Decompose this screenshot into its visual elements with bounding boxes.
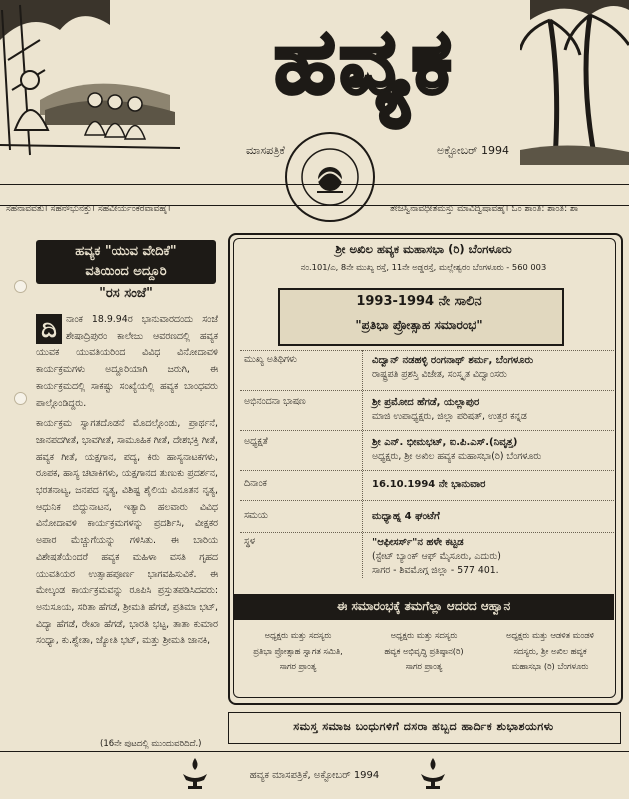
row-label: ದಿನಾಂಕ bbox=[244, 478, 267, 489]
host-line: ಸದಸ್ಯರು, ಶ್ರೀ ಅಖಿಲ ಹವ್ಯಕ bbox=[513, 645, 587, 656]
motto-left: ಸಹನಾವವತು। ಸಹನೌಭುನಕ್ತು। ಸಹವೀರ್ಯಂಕರವಾವಹೈ। bbox=[6, 204, 171, 214]
punch-hole bbox=[14, 392, 27, 405]
row-label: ಸ್ಥಳ bbox=[244, 536, 255, 547]
mahasabha-logo bbox=[285, 132, 375, 222]
heading-line-2: ವತಿಯಿಂದ ಅದ್ದೂರಿ bbox=[85, 264, 167, 279]
row-value: ಮಧ್ಯಾಹ್ನ 4 ಘಂಟೆಗೆ bbox=[372, 511, 440, 522]
dasara-greeting: ಸಮಸ್ತ ಸಮಾಜ ಬಂಧುಗಳಿಗೆ ದಸರಾ ಹಬ್ಬದ ಹಾರ್ದಿಕ ಶುಭಾಶಯಗಳು bbox=[293, 720, 554, 733]
organisation-name: ಶ್ರೀ ಅಖಿಲ ಹವ್ಯಕ ಮಹಾಸಭಾ (ರಿ) ಬೆಂಗಳೂರು bbox=[335, 242, 512, 256]
article-body bbox=[36, 312, 218, 654]
host-line: ಮಹಾಸಭಾ (ರಿ) ಬೆಂಗಳೂರು bbox=[511, 661, 589, 671]
row-divider bbox=[240, 532, 614, 533]
row-divider bbox=[240, 500, 614, 501]
oil-lamp-icon bbox=[418, 756, 448, 790]
monthly-label: ಮಾಸಪತ್ರಿಕೆ bbox=[246, 144, 285, 157]
invitation-text: ಈ ಸಮಾರಂಭಕ್ಕೆ ತಮಗೆಲ್ಲಾ ಆದರದ ಆಹ್ವಾನ bbox=[336, 599, 511, 613]
event-year: 1993-1994 ನೇ ಸಾಲಿನ bbox=[356, 294, 482, 309]
row-label: ಮುಖ್ಯ ಅತಿಥಿಗಳು bbox=[244, 354, 297, 365]
motto-bar bbox=[0, 184, 629, 206]
dropcap: ದಿ bbox=[36, 314, 62, 344]
host-line: ಹವ್ಯಕ ಅಭಿವೃದ್ಧಿ ಪ್ರತಿಷ್ಠಾನ(ರಿ) bbox=[384, 645, 464, 656]
article-heading bbox=[36, 240, 216, 308]
continued-note: (16ನೇ ಪುಟದಲ್ಲಿ ಮುಂದುವರಿದಿದೆ.) bbox=[100, 739, 202, 749]
row-divider bbox=[240, 350, 614, 351]
row-chief-guest bbox=[240, 352, 610, 380]
row-value: "ಆಫೀಸರ್ಸ್"ನ ಹಳೇ ಕಟ್ಟಡ (ಸ್ಟೇಟ್ ಬ್ಯಾಂಕ್ ಆಫ್ ಮೈಸೂರು, ಎದುರು) ಸಾಗರ - ಶಿವಮೊಗ್ಗ ಜಿಲ್ಲಾ - 577 401. bbox=[372, 537, 501, 576]
row-value: ಶ್ರೀ ಎನ್. ಭೀಮಭಟ್, ಐ.ಪಿ.ಎಸ್.(ನಿವೃತ್ತ) ಅಧ್ಯಕ್ಷರು, ಶ್ರೀ ಅಖಿಲ ಹವ್ಯಕ ಮಹಾಸಭಾ(ರಿ) ಬೆಂಗಳೂರು bbox=[372, 437, 542, 462]
host-line: ಅಧ್ಯಕ್ಷರು ಮತ್ತು ಸದಸ್ಯರು bbox=[390, 630, 458, 640]
row-label: ಅಧ್ಯಕ್ಷತೆ bbox=[244, 436, 268, 447]
guru-shishya-illustration bbox=[0, 0, 180, 160]
row-label: ಅಭಿನಂದನಾ ಭಾಷಣ bbox=[244, 396, 306, 407]
heading-line-1: ಹವ್ಯಕ "ಯುವ ವೇದಿಕೆ" bbox=[75, 244, 177, 259]
paragraph-1: ನಾಂಕ 18.9.94ರ ಭಾನುವಾರದಂದು ಸಂಜೆ ಶೇಷಾದ್ರಿಪುರಂ ಕಾಲೇಜು ಆವರಣದಲ್ಲಿ ಹವ್ಯಕ ಯುವಕ ಯುವತಿಯರಿಂದ ವಿವಿಧ ವಿನೋದಾವಳಿ ಕಾರ್ಯಕ್ರಮಗಳು ಅದ್ದೂರಿಯಾಗಿ ಜರುಗಿ, ಈ ಕಾರ್ಯಕ್ರಮದಲ್ಲಿ ಸಾಕಷ್ಟು ಸಂಖ್ಯೆಯಲ್ಲಿ ಹವ್ಯಕ ಬಾಂಧವರು ಪಾಲ್ಗೊಂಡಿದ್ದರು. bbox=[36, 314, 218, 409]
host-line: ಸಾಗರ ಪ್ರಾಂತ್ಯ bbox=[279, 661, 317, 671]
heading-line-3: "ರಸ ಸಂಜೆ" bbox=[99, 286, 153, 301]
footer-text: ಹವ್ಯಕ ಮಾಸಪತ್ರಿಕೆ, ಅಕ್ಟೋಬರ್ 1994 bbox=[249, 770, 380, 781]
masthead bbox=[0, 0, 629, 205]
event-name: "ಪ್ರತಿಭಾ ಪ್ರೋತ್ಸಾಹ ಸಮಾರಂಭ" bbox=[355, 318, 483, 332]
magazine-title: ಹವ್ಯಕ bbox=[274, 10, 456, 113]
row-divider bbox=[240, 390, 614, 391]
row-divider bbox=[240, 470, 614, 471]
lotus-emblem-icon bbox=[287, 134, 373, 220]
row-value: ಶ್ರೀ ಪ್ರಮೋದ ಹೆಗಡೆ, ಯಲ್ಲಾಪುರ ಮಾಜಿ ಉಪಾಧ್ಯಕ್ಷರು, ಜಿಲ್ಲಾ ಪರಿಷತ್, ಉತ್ತರ ಕನ್ನಡ bbox=[372, 397, 527, 422]
row-label: ಸಮಯ bbox=[244, 510, 268, 521]
row-presidency bbox=[240, 434, 610, 462]
host-line: ಅಧ್ಯಕ್ಷರು ಮತ್ತು ಆಡಳಿತ ಮಂಡಳಿ bbox=[505, 630, 595, 640]
row-divider bbox=[240, 430, 614, 431]
host-line: ಅಧ್ಯಕ್ಷರು ಮತ್ತು ಸದಸ್ಯರು bbox=[264, 630, 332, 640]
row-venue bbox=[240, 534, 610, 584]
host-column-3 bbox=[488, 628, 612, 675]
row-value: 16.10.1994 ನೇ ಭಾನುವಾರ bbox=[372, 479, 486, 490]
host-column-1 bbox=[236, 628, 360, 675]
issue-date: ಅಕ್ಟೋಬರ್ 1994 bbox=[437, 144, 509, 157]
footer-rule bbox=[0, 751, 629, 752]
row-value: ವಿದ್ವಾನ್ ನಡಹಳ್ಳಿ ರಂಗನಾಥ್ ಶರ್ಮ, ಬೆಂಗಳೂರು ರಾಷ್ಟ್ರಪತಿ ಪ್ರಶಸ್ತಿ ವಿಜೇತ, ಸಂಸ್ಕೃತ ವಿದ್ವಾಂಸರು bbox=[372, 355, 534, 380]
host-line: ಪ್ರತಿಭಾ ಪ್ರೋತ್ಸಾಹ ಸ್ವಾಗತ ಸಮಿತಿ, bbox=[253, 645, 343, 656]
paragraph-2: ಕಾರ್ಯಕ್ರಮ ಸ್ವಾಗತದೊಡನೆ ಮೊದಲ್ಗೊಂಡು, ಪ್ರಾರ್ಥನೆ, ಜಾನಪದಗೀತೆ, ಭಾವಗೀತೆ, ಸಾಮೂಹಿಕ ಗೀತೆ, ದೇಶಭಕ್ತಿ ಗೀತೆ, ಹವ್ಯಕ ಗೀತೆ, ಯಕ್ಷಗಾನ, ಪದ್ಯ, ಕಿರು ಹಾಸ್ಯನಾಟಕಗಳು, ರೂಪಕ, ಹಾಸ್ಯ ಚಟಾಕಿಗಳು, ಯಕ್ಷಗಾನದ ತುಣುಕು ಪ್ರದರ್ಶನ, ಭರತನಾಟ್ಯ, ಜನಪದ ನೃತ್ಯ, ವಿಶಿಷ್ಟ ಶೈಲಿಯ ವಿನೂತನ ನೃತ್ಯ, ಆಧುನಿಕ ಬಿದ್ದುನಾಟನ, ಇತ್ಯಾದಿ ಹಲವಾರು ವಿವಿಧ ವಿನೋದಾವಳಿ ಕಾರ್ಯಕ್ರಮಗಳನ್ನು ಪ್ರದರ್ಶಿಸಿ, ವೀಕ್ಷಕರ ಅಪಾರ ಮೆಚ್ಚುಗೆಯನ್ನು ಗಳಿಸಿತು. ಈ ಬಾರಿಯ ವಿಶೇಷತೆಯೆಂದರೆ ಹವ್ಯಕ ಮಹಿಳಾ ವಸತಿ ಗೃಹದ ಯುವತಿಯರ ಉತ್ಸಾಹಪೂರ್ಣ ಭಾಗವಹಿಸುವಿಕೆ. ಈ ಮೇಲ್ಕಂಡ ಕಾರ್ಯಕ್ರಮವನ್ನು ರೂಪಿಸಿ ಪ್ರಸ್ತುತಪಡಿಸಿದವರು: ಅನುಸೂಯ, ಸರಿತಾ ಹೆಗಡೆ, ಶ್ರೀಮತಿ ಹೆಗಡೆ, ಪ್ರತಿಮಾ ಭಟ್, ವಿದ್ಯಾ ಹೆಗಡೆ, ರೇಖಾ ಹೆಗಡೆ, ಭಾರತಿ ಭಟ್ಟ, ತಾತಾ ಕುಮಾರ ಸಂಧ್ಯಾ, ಕು.ಶ್ವೇತಾ, ಜ್ಯೋತಿ ಭಟ್, ಮತ್ತು ಶ್ರೀಮತಿ ಜಾನಕಿ, bbox=[36, 418, 218, 647]
host-column-2 bbox=[362, 628, 486, 675]
host-line: ಸಾಗರ ಪ್ರಾಂತ್ಯ bbox=[405, 661, 443, 671]
organisation-address: ನಂ.101/ಎ, 8ನೇ ಮುಖ್ಯ ರಸ್ತೆ, 11ನೇ ಅಡ್ಡರಸ್ತೆ, ಮಲ್ಲೇಶ್ವರಂ ಬೆಂಗಳೂರು - 560 003 bbox=[300, 262, 547, 272]
row-felicitation-speech bbox=[240, 394, 610, 422]
coconut-trees-illustration bbox=[520, 0, 629, 165]
motto-right: ತೇಜಸ್ವಿನಾವಧೀತಮಸ್ತು ಮಾವಿದ್ವಿಷಾವಹೈ। ಓಂ ಶಾಂತಿ: ಶಾಂತಿ: ಶಾ bbox=[390, 204, 579, 214]
punch-hole bbox=[14, 280, 27, 293]
